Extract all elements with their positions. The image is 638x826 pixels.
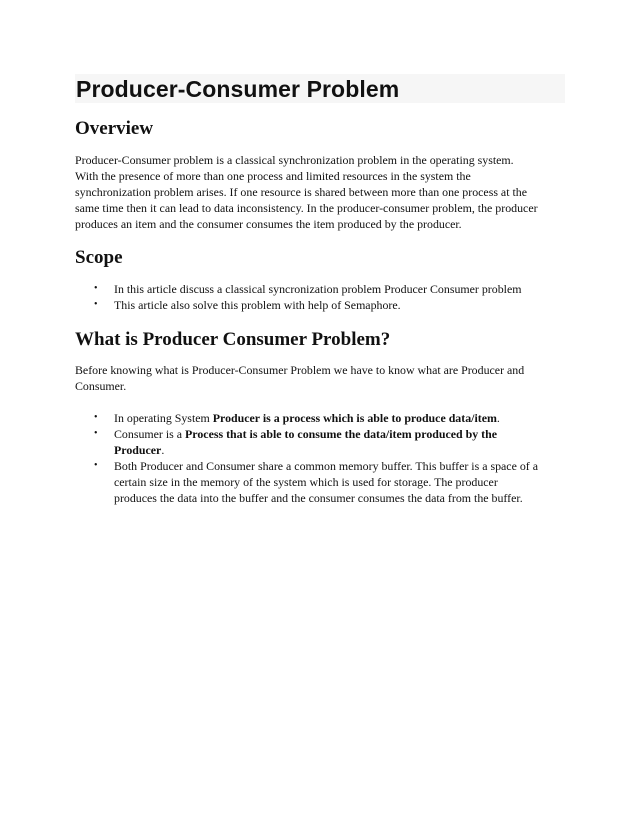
overview-line: With the presence of more than one process and limited resources in the system the [75, 169, 471, 183]
bullet-icon: • [94, 428, 98, 439]
list-item-text: Both Producer and Consumer share a common memory buffer. This buffer is a space of a [114, 459, 538, 473]
list-item-text: Consumer is a [114, 427, 186, 441]
list-item [75, 410, 567, 426]
list-item-bold-text: Producer is a process which is able to produce data/item [212, 411, 497, 425]
overview-line: synchronization problem arises. If one resource is shared between more than one process at the [75, 185, 528, 199]
list-item-text: In operating System [114, 411, 213, 425]
what-list [75, 410, 567, 506]
scope-list [75, 281, 567, 313]
bullet-icon: • [94, 460, 98, 471]
list-item-text: certain size in the memory of the system which is used for storage. The producer [114, 475, 498, 489]
intro-line: Before knowing what is Producer-Consumer Problem we have to know what are Producer and [75, 363, 525, 377]
list-item-text: . [496, 411, 500, 425]
list-item-bold-text: Producer [114, 443, 162, 457]
page-title: Producer-Consumer Problem [76, 76, 400, 102]
document-body [75, 116, 567, 506]
overview-paragraph [75, 152, 567, 232]
bullet-icon: • [94, 299, 98, 310]
bullet-icon: • [94, 412, 98, 423]
list-item-text: This article also solve this problem with help of Semaphore. [114, 298, 401, 312]
bullet-icon: • [94, 283, 98, 294]
overview-heading: Overview [75, 118, 154, 139]
what-heading: What is Producer Consumer Problem? [75, 329, 391, 350]
overview-line: Producer-Consumer problem is a classical synchronization problem in the operating system. [75, 153, 514, 167]
list-item [75, 297, 567, 313]
scope-heading: Scope [75, 247, 123, 268]
list-item-bold-text: Process that is able to consume the data/item produced by the [185, 427, 498, 441]
list-item [75, 458, 567, 506]
intro-line: Consumer. [75, 379, 127, 393]
overview-line: same time then it can lead to data inconsistency. In the producer-consumer problem, the producer [75, 201, 538, 215]
list-item [75, 281, 567, 297]
list-item [75, 426, 567, 458]
list-item-text: . [161, 443, 165, 457]
what-intro-paragraph [75, 362, 567, 394]
list-item-text: In this article discuss a classical syncronization problem Producer Consumer problem [114, 282, 522, 296]
list-item-text: produces the data into the buffer and the consumer consumes the data from the buffer. [114, 491, 523, 505]
overview-line: produces an item and the consumer consumes the item produced by the producer. [75, 217, 462, 231]
